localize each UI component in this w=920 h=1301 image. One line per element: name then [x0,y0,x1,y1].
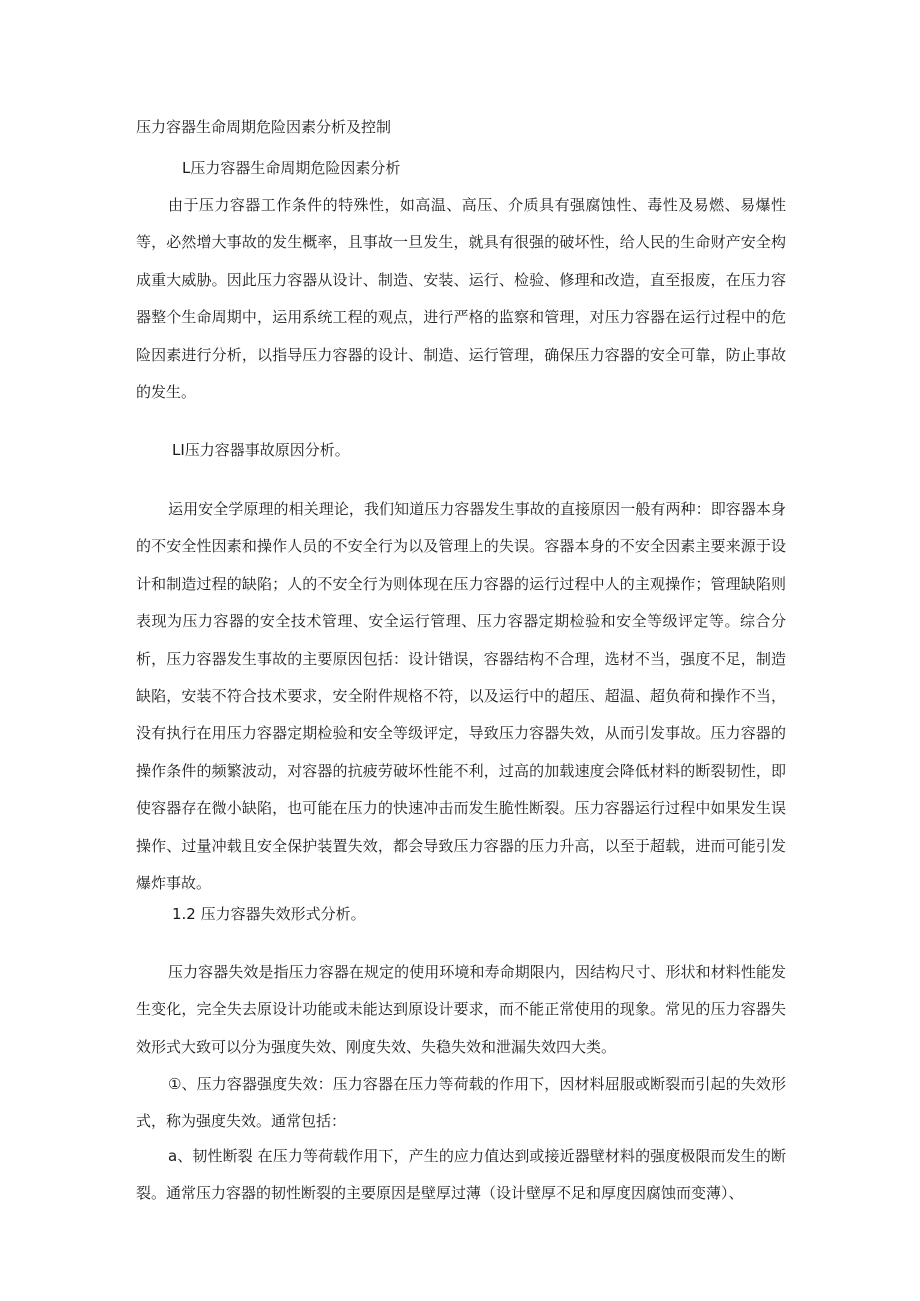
paragraph-failure-definition: 压力容器失效是指压力容器在规定的使用环境和寿命期限内，因结构尺寸、形状和材料性能发生变化，完全失去原设计功能或未能达到原设计要求，而不能正常使用的现象。常见的压力容器失效形式大致可以分为强度失效、刚度失效、失稳失效和泄漏失效四大类。 [136,963,786,1056]
section-heading-1-1: LI压力容器事故原因分析。 [172,441,350,459]
paragraph-intro: 由于压力容器工作条件的特殊性，如高温、高压、介质具有强腐蚀性、毒性及易燃、易爆性等，必然增大事故的发生概率，且事故一旦发生，就具有很强的破坏性，给人民的生命财产安全构成重大威胁。因此压力容器从设计、制造、安装、运行、检验、修理和改造，直至报废，在压力容器整个生命周期中，运用系统工程的观点，进行严格的监察和管理，对压力容器在运行过程中的危险因素进行分析，以指导压力容器的设计、制造、运行管理，确保压力容器的安全可靠，防止事故的发生。 [136,196,786,402]
paragraph-strength-failure: ①、压力容器强度失效：压力容器在压力等荷载的作用下，因材料屈服或断裂而引起的失效形式，称为强度失效。通常包括： [136,1075,786,1131]
paragraph-ductile-fracture: a、韧性断裂 在压力等荷载作用下，产生的应力值达到或接近器壁材料的强度极限而发生的断裂。通常压力容器的韧性断裂的主要原因是壁厚过薄（设计壁厚不足和厚度因腐蚀而变薄）、 [136,1147,786,1203]
section-heading-1: L压力容器生命周期危险因素分析 [182,159,401,177]
document-title: 压力容器生命周期危险因素分析及控制 [136,118,392,136]
section-heading-1-2: 1.2 压力容器失效形式分析。 [172,905,366,923]
paragraph-accident-causes: 运用安全学原理的相关理论，我们知道压力容器发生事故的直接原因一般有两种：即容器本身的不安全性因素和操作人员的不安全行为以及管理上的失误。容器本身的不安全因素主要来源于设计和制造过程的缺陷；人的不安全行为则体现在压力容器的运行过程中人的主观操作；管理缺陷则表现为压力容器的安全技术管理、安全运行管理、压力容器定期检验和安全等级评定等。综合分析，压力容器发生事故的主要原因包括：设计错误，容器结构不合理，选材不当，强度不足，制造缺陷，安装不符合技术要求，安全附件规格不符，以及运行中的超压、超温、超负荷和操作不当，没有执行在用压力容器定期检验和安全等级评定，导致压力容器失效，从而引发事故。压力容器的操作条件的频繁波动，对容器的抗疲劳破坏性能不利，过高的加载速度会降低材料的断裂韧性，即使容器存在微小缺陷，也可能在压力的快速冲击而发生脆性断裂。压力容器运行过程中如果发生误操作、过量冲载且安全保护装置失效，都会导致压力容器的压力升高，以至于超载，进而可能引发爆炸事故。 [136,500,786,893]
